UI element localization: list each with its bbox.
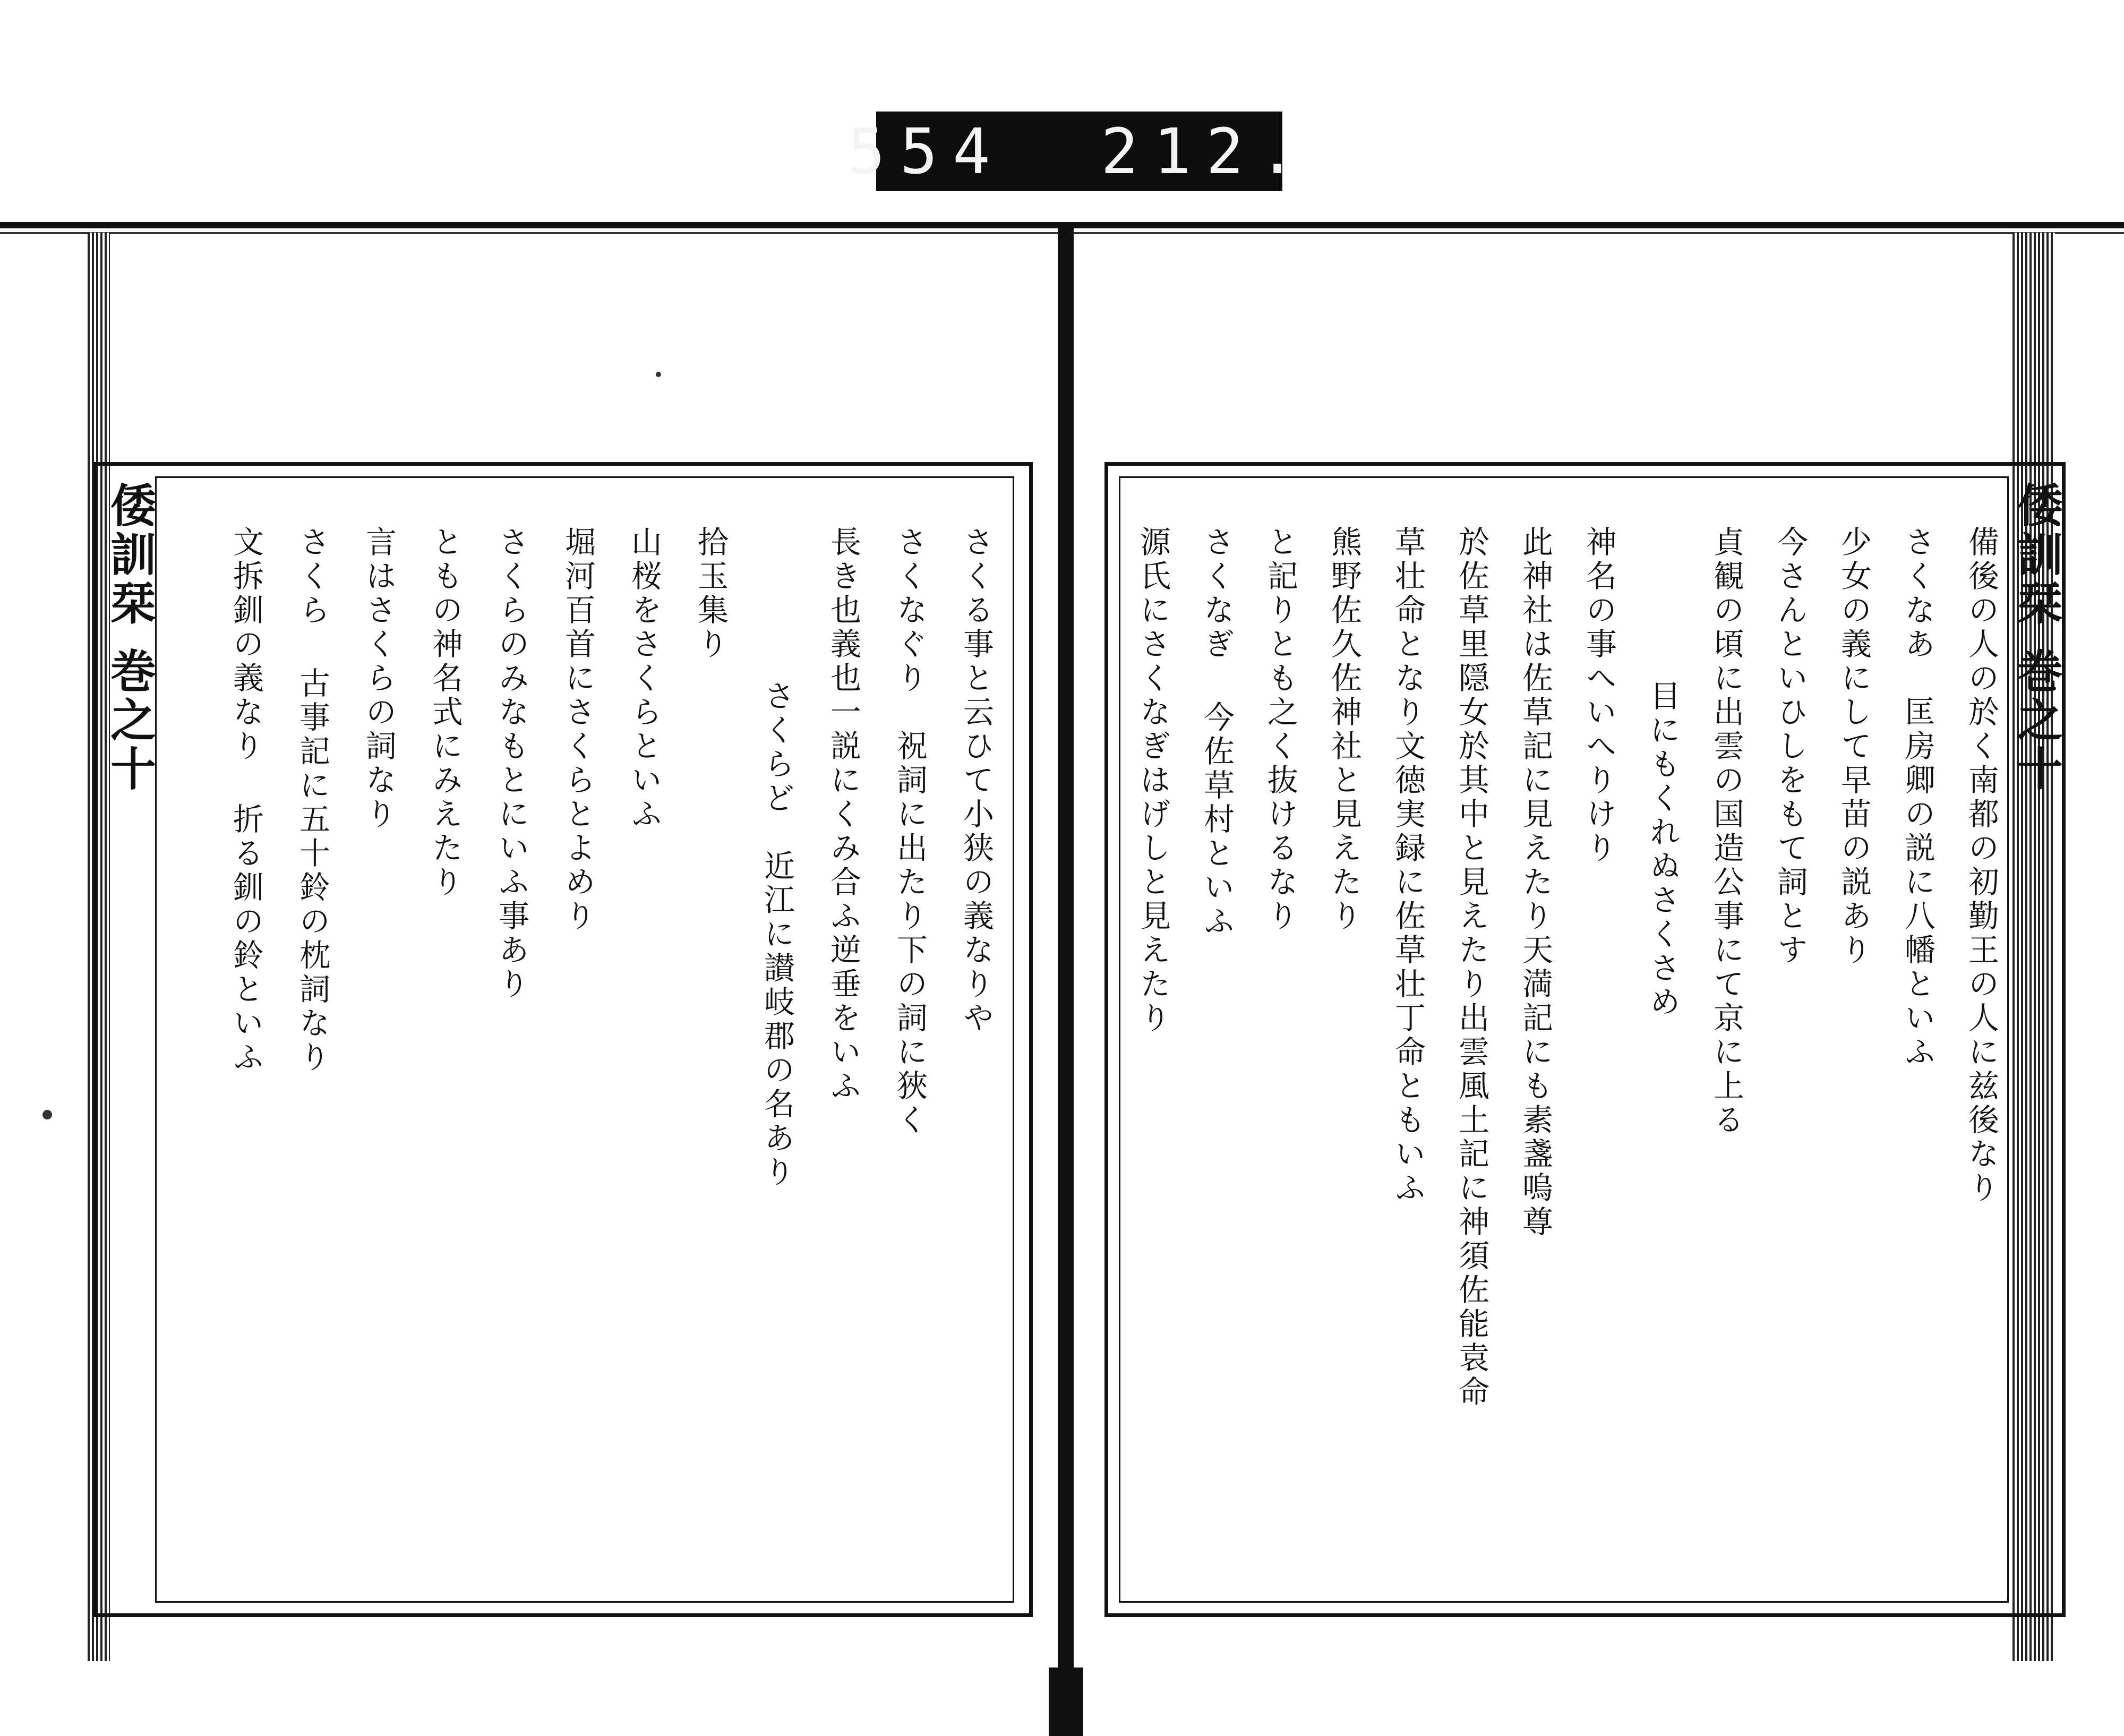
right-column-11: 熊野佐久佐神社と見えたり: [1326, 526, 1362, 934]
left-column-4: さくらど 近江に讃岐郡の名あり: [759, 680, 795, 1190]
left-column-7: 堀河百首にさくらとよめり: [560, 526, 596, 934]
right-column-3: 少女の義にして早苗の説あり: [1836, 526, 1872, 968]
left-column-11: さくら 古事記に五十鈴の枕詞なり: [294, 526, 330, 1075]
left-column-8: さくらのみなもとにいふ事あり: [493, 526, 529, 1002]
right-column-9: 於佐草里隠女於其中と見えたり出雲風土記に神須佐能袁命: [1453, 526, 1489, 1409]
right-column-7: 神名の事へいへりけり: [1581, 526, 1617, 866]
right-column-12: と記りとも之く抜けるなり: [1262, 526, 1298, 934]
ink-spot: [42, 1110, 52, 1119]
left-column-12: 文拆釧の義なり 折る釧の鈴といふ: [228, 526, 264, 1075]
archive-number-label: [847, 112, 1312, 191]
ink-spot: [656, 372, 661, 377]
right-page-title: 倭訓栞 巻之十: [2009, 482, 2063, 794]
book-spine: [1058, 223, 1074, 1699]
right-column-13: さくなぎ 今佐草村といふ: [1198, 526, 1235, 939]
left-page-text-frame: [155, 476, 1014, 1603]
left-column-10: 言はさくらの詞なり: [361, 526, 397, 832]
right-column-14: 源氏にさくなぎはげしと見えたり: [1135, 526, 1171, 1036]
right-page: [1104, 462, 2066, 1617]
right-column-10: 草壮命となり文徳実録に佐草壮丁命ともいふ: [1390, 526, 1426, 1205]
left-page-title: 倭訓栞 巻之十: [102, 482, 156, 794]
left-column-2: さくなぐり 祝詞に出たり下の詞に狹く: [892, 526, 928, 1138]
left-column-9: ともの神名式にみえたり: [427, 526, 463, 900]
right-column-6: 目にもくれぬさくさめ: [1645, 680, 1681, 1020]
left-column-1: さくる事と云ひて小狭の義なりや: [958, 526, 994, 1036]
right-page-text-frame: [1119, 476, 2009, 1603]
archive-number-right: 212.: [1100, 115, 1312, 188]
left-page: [93, 462, 1033, 1617]
right-column-5: 貞観の頃に出雲の国造公事にて京に上る: [1708, 526, 1744, 1138]
right-column-1: 備後の人の於く南都の初勤王の人に兹後なり: [1963, 526, 1999, 1205]
spine-foot: [1049, 1667, 1083, 1736]
left-column-3: 長き也義也一説にくみ合ふ逆垂をいふ: [825, 526, 861, 1104]
right-column-8: 此神社は佐草記に見えたり天満記にも素盞嗚尊: [1517, 526, 1553, 1239]
left-column-5: 拾玉集り: [692, 526, 729, 662]
left-column-6: 山桜をさくらといふ: [626, 526, 662, 832]
right-column-2: さくなあ 匡房卿の説に八幡といふ: [1899, 526, 1935, 1070]
right-column-4: 今さんといひしをもて詞とす: [1772, 526, 1808, 968]
archive-number-left: 554: [847, 115, 1005, 188]
